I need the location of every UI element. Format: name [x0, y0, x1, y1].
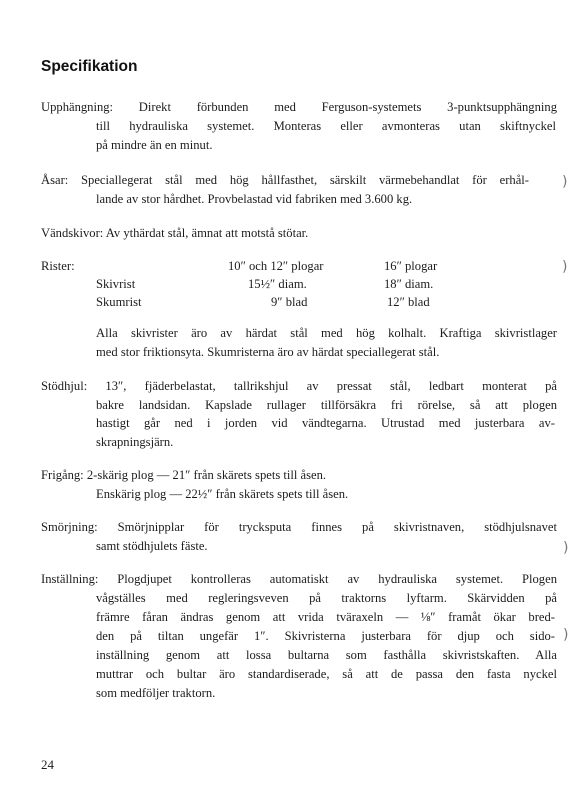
rister-column-header-a: 10″ och 12″ plogar	[228, 259, 324, 273]
paragraph-stodhjul-line-2: bakre landsidan. Kapslade rullager tillförsäkra fri rörelse, så att plogen	[96, 398, 557, 412]
paragraph-installning-line-6: muttrar och bultar äro standardiserade, så att de passa den fasta nyckel	[96, 667, 557, 681]
paragraph-upphangning-line-3: på mindre än en minut.	[96, 138, 213, 152]
paragraph-rister-note-line-1: Alla skivrister äro av härdat stål med hög kolhalt. Kraftiga skivristlager	[96, 326, 557, 340]
paragraph-installning-line-3: främre fåran ändras genom att vrida tväraxeln — ⅛″ framåt ökar bred-	[96, 610, 555, 624]
margin-mark: )	[563, 627, 569, 643]
rister-row-value-b: 18″ diam.	[384, 277, 434, 291]
paragraph-installning-line-2: vågställes med regleringsveven på traktorns lyftarm. Skärvidden på	[96, 591, 557, 605]
rister-row-value-a: 9″ blad	[271, 295, 308, 309]
margin-mark: )	[563, 540, 569, 556]
paragraph-installning-line-7: som medföljer traktorn.	[96, 686, 216, 700]
rister-row-name: Skumrist	[96, 295, 142, 309]
paragraph-installning-line-1: Inställning: Plogdjupet kontrolleras automatiskt av hydrauliska systemet. Plogen	[41, 572, 557, 586]
rister-label: Rister:	[41, 259, 75, 273]
paragraph-rister-note-line-2: med stor friktionsyta. Skumristerna äro av härdat speciallegerat stål.	[96, 345, 440, 359]
paragraph-vandskivor: Vändskivor: Av ythärdat stål, ämnat att motstå stötar.	[41, 226, 309, 240]
paragraph-frigang-line-1: Frigång: 2-skärig plog — 21″ från skärets spets till åsen.	[41, 468, 327, 482]
paragraph-installning-line-5: inställning genom att lossa bultarna som fasthålla skivristskaften. Alla	[96, 648, 557, 662]
paragraph-frigang-line-2: Enskärig plog — 22½″ från skärets spets till åsen.	[96, 487, 349, 501]
rister-column-header-b: 16″ plogar	[384, 259, 438, 273]
rister-row-value-a: 15½″ diam.	[248, 277, 307, 291]
page-title: Specifikation	[41, 58, 138, 75]
paragraph-upphangning-line-2: till hydrauliska systemet. Monteras eller avmonteras utan skiftnyckel	[96, 119, 556, 133]
paragraph-smorjning-line-2: samt stödhjulets fäste.	[96, 539, 208, 553]
rister-row-value-b: 12″ blad	[387, 295, 430, 309]
paragraph-asar-line-1: Åsar: Speciallegerat stål med hög hållfasthet, särskilt värmebehandlat för erhål-	[41, 173, 529, 187]
paragraph-smorjning-line-1: Smörjning: Smörjnipplar för trycksputa finnes på skivristnaven, stödhjulsnavet	[41, 520, 557, 534]
paragraph-asar-line-2: lande av stor hårdhet. Provbelastad vid fabriken med 3.600 kg.	[96, 192, 413, 206]
margin-mark: )	[562, 259, 568, 275]
paragraph-stodhjul-line-4: skrapningsjärn.	[96, 435, 174, 449]
paragraph-stodhjul-line-1: Stödhjul: 13″, fjäderbelastat, tallrikshjul av pressat stål, ledbart monterat på	[41, 379, 557, 393]
paragraph-upphangning-line-1: Upphängning: Direkt förbunden med Ferguson-systemets 3-punktsupphängning	[41, 100, 557, 114]
page-number: 24	[41, 757, 54, 772]
paragraph-installning-line-4: den på tiltan ungefär 1″. Skivristerna justerbara för djup och sido-	[96, 629, 555, 643]
paragraph-stodhjul-line-3: hastigt går ned i jorden vid vändtegarna. Utrustad med justerbara av-	[96, 416, 555, 430]
rister-row-name: Skivrist	[96, 277, 136, 291]
margin-mark: )	[562, 174, 568, 190]
